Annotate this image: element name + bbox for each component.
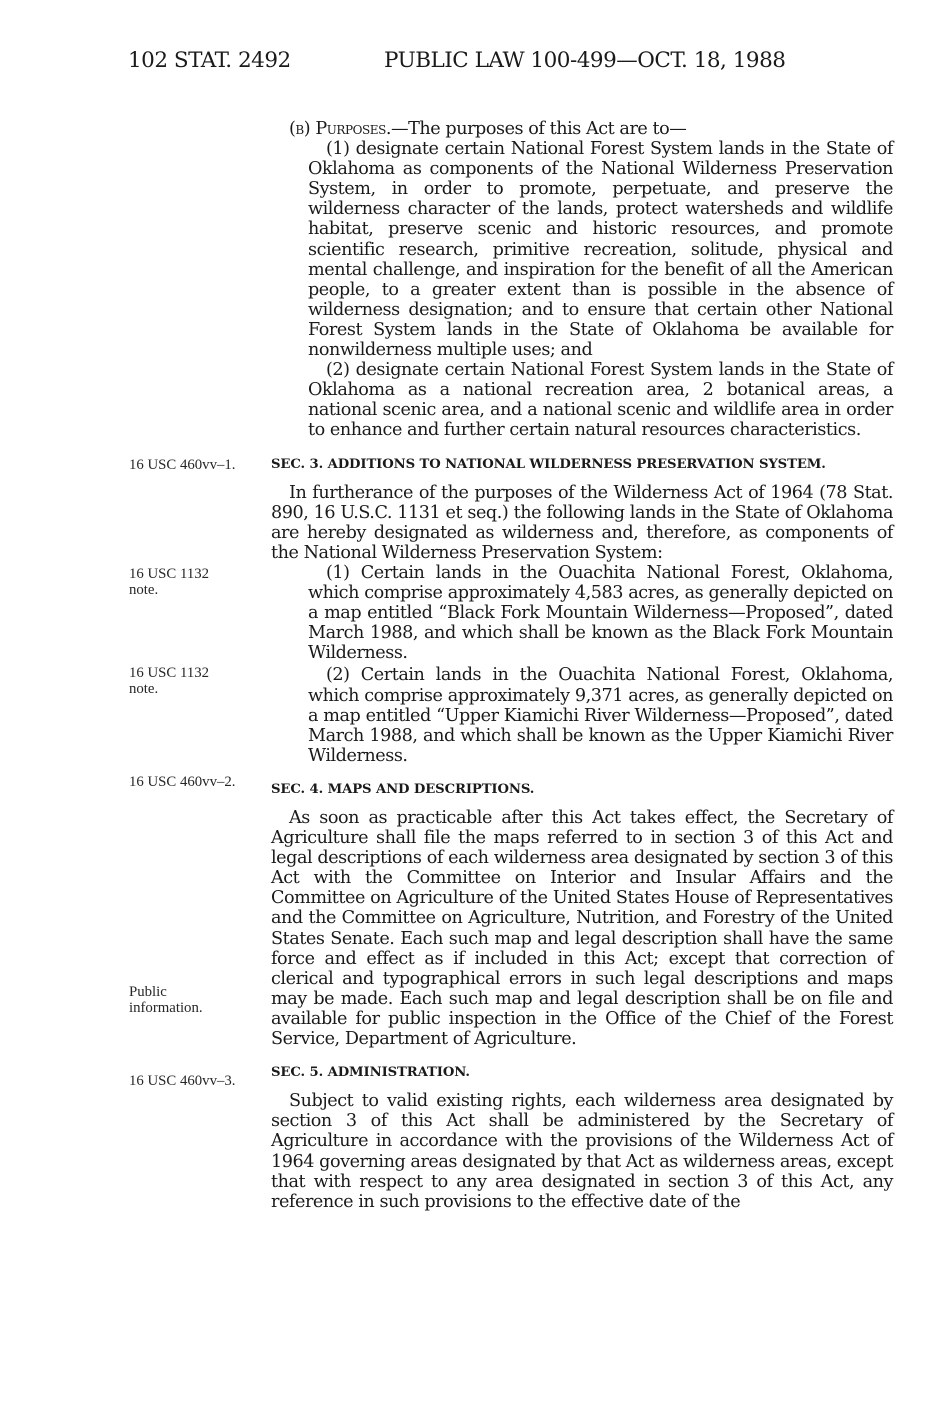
purposes-label: (b) Purposes. [289,119,391,139]
sec3-item-1: (1) Certain lands in the Ouachita National Forest, Oklahoma, which comprise approximately 4,583 acres, as generally depicted on a map entitled “Black Fork Mountain Wilderness—Proposed”, dated March 1988, and which shall be known as the Black Fork Mountain Wilderness. [308,562,893,664]
purposes-lead [271,119,893,139]
sec3-heading: SEC. 3. ADDITIONS TO NATIONAL WILDERNESS PRESERVATION SYSTEM. [271,456,826,472]
sec3-intro: In furtherance of the purposes of the Wilderness Act of 1964 (78 Stat. 890, 16 U.S.C. 1131 et seq.) the following lands in the State of Oklahoma are hereby designated as wilderness and, therefore, as components of the National Wilderness Preservation System: [271,482,893,563]
sec4-heading: SEC. 4. MAPS AND DESCRIPTIONS. [271,781,535,797]
sec5-body: Subject to valid existing rights, each wilderness area designated by section 3 of this Act shall be administered by the Secretary of Agriculture in accordance with the provisions of the Wilderness Act of 1964 governing areas designated by that Act as wilderness areas, except that with respect to any area designated in section 3 of this Act, any reference in such provisions to the effective date of the [271,1091,893,1212]
margin-note-sec5: 16 USC 460vv–3. [129,1073,236,1089]
body-text [271,119,893,1212]
sec5-heading: SEC. 5. ADMINISTRATION. [271,1065,470,1081]
statute-page-number: 102 STAT. 2492 [128,48,291,73]
margin-note-sec3-2-line2: note. [129,681,159,697]
purposes-lead-text: —The purposes of this Act are to— [390,119,687,139]
margin-note-sec3-2-line1: 16 USC 1132 [129,665,210,681]
sec3-item-2: (2) Certain lands in the Ouachita National Forest, Oklahoma, which comprise approximately 9,371 acres, as generally depicted on a map entitled “Upper Kiamichi River Wilderness—Proposed”, dated March 1988, and which shall be known as the Upper Kiamichi River Wilderness. [308,665,893,766]
purpose-item-2: (2) designate certain National Forest System lands in the State of Oklahoma as a national recreation area, 2 botanical areas, a national scenic area, and a national scenic and wildlife area in order to enhance and further certain natural resources characteristics. [308,360,893,441]
running-header-title: PUBLIC LAW 100-499—OCT. 18, 1988 [384,48,786,73]
margin-note-sec3: 16 USC 460vv–1. [129,457,236,473]
margin-note-sec3-1-line2: note. [129,582,159,598]
margin-note-public-line2: information. [129,1000,203,1016]
sec4-body: As soon as practicable after this Act takes effect, the Secretary of Agriculture shall file the maps referred to in section 3 of this Act and legal descriptions of each wilderness area designated by section 3 of this Act with the Committee on Interior and Insular Affairs and the Committee on Agriculture of the United States House of Representatives and the Committee on Agriculture, Nutrition, and Forestry of the United States Senate. Each such map and legal description shall have the same force and effect as if included in this Act; except that correction of clerical and typographical errors in such legal descriptions and maps may be made. Each such map and legal description shall be on file and available for public inspection in the Office of the Chief of the Forest Service, Department of Agriculture. [271,808,893,1050]
margin-note-sec3-1-line1: 16 USC 1132 [129,566,210,582]
purpose-item-1: (1) designate certain National Forest System lands in the State of Oklahoma as components of the National Wilderness Preservation System, in order to promote, perpetuate, and preserve the wilderness character of the lands, protect watersheds and wildlife habitat, preserve scenic and historic resources, and promote scientific research, primitive recreation, solitude, physical and mental challenge, and inspiration for the benefit of all the American people, to a greater extent than is possible in the absence of wilderness designation; and to ensure that certain other National Forest System lands in the State of Oklahoma be available for nonwilderness multiple uses; and [308,139,893,361]
margin-note-public-line1: Public [129,984,167,1000]
margin-note-sec4: 16 USC 460vv–2. [129,774,236,790]
